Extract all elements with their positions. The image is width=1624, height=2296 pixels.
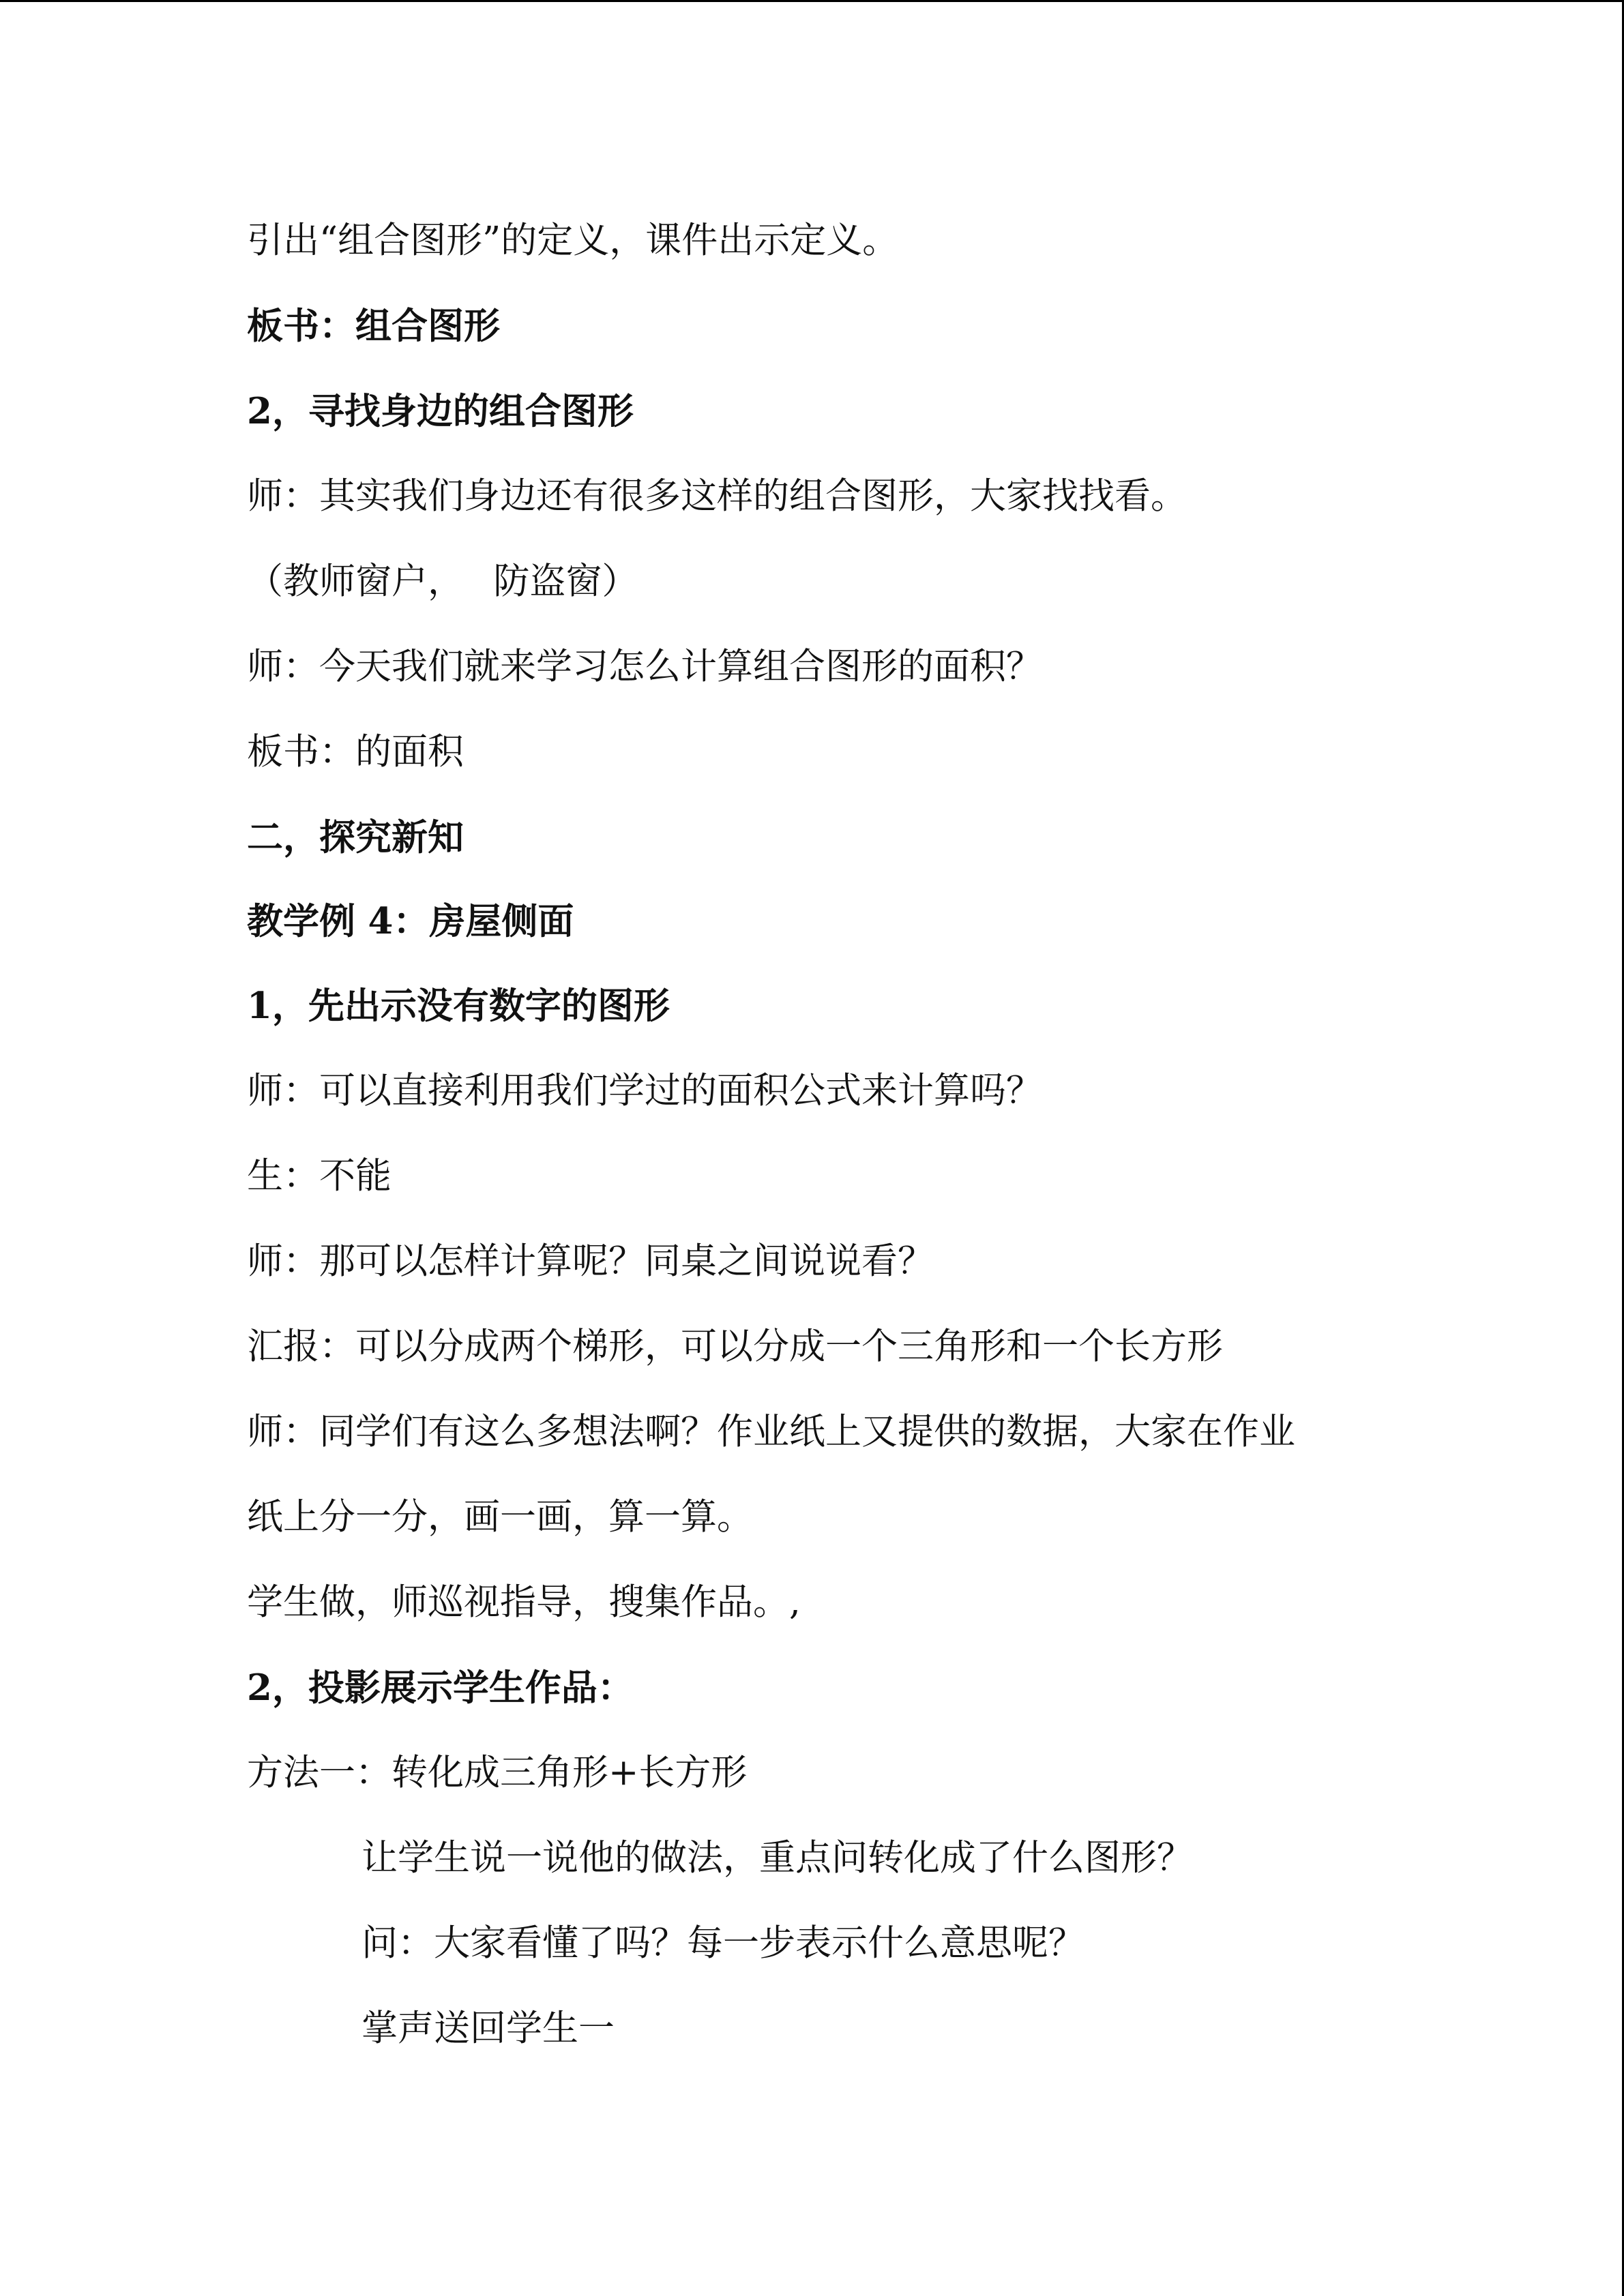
text-line: 方法一：转化成三角形+长方形	[247, 1752, 748, 1793]
text-line: 师：可以直接利用我们学过的面积公式来计算吗？	[247, 1070, 1042, 1112]
text-line: 师：那可以怎样计算呢？同桌之间说说看？	[247, 1240, 934, 1282]
text-line: 师：今天我们就来学习怎么计算组合图形的面积？	[247, 646, 1042, 687]
step-heading: 1，先出示没有数字的图形	[247, 985, 670, 1027]
section-heading: 2，寻找身边的组合图形	[247, 390, 634, 432]
text-line: 学生做，师巡视指导，搜集作品。,	[247, 1581, 801, 1623]
step-heading: 2，投影展示学生作品：	[247, 1667, 634, 1709]
indented-text-line: 掌声送回学生一	[361, 2008, 615, 2049]
indented-text-line: 问：大家看懂了吗？每一步表示什么意思呢？	[361, 1922, 1084, 1964]
text-line: 汇报：可以分成两个梯形，可以分成一个三角形和一个长方形	[247, 1326, 1223, 1367]
text-line: 引出“组合图形”的定义，课件出示定义。	[247, 220, 899, 261]
text-line: 师：同学们有这么多想法啊？作业纸上又提供的数据，大家在作业	[247, 1411, 1295, 1452]
text-line: 生：不能	[247, 1155, 392, 1197]
text-line: （教师窗户， 防盗窗）	[247, 561, 638, 602]
section-heading: 二，探究新知	[247, 816, 464, 859]
board-heading: 板书：组合图形	[247, 305, 500, 347]
text-line: 师：其实我们身边还有很多这样的组合图形，大家找找看。	[247, 475, 1187, 517]
text-line: 纸上分一分，画一画，算一算。	[247, 1496, 753, 1538]
example-heading: 教学例 4：房屋侧面	[247, 900, 574, 942]
text-line: 板书：的面积	[247, 731, 464, 773]
indented-text-line: 让学生说一说他的做法，重点问转化成了什么图形？	[361, 1837, 1193, 1879]
